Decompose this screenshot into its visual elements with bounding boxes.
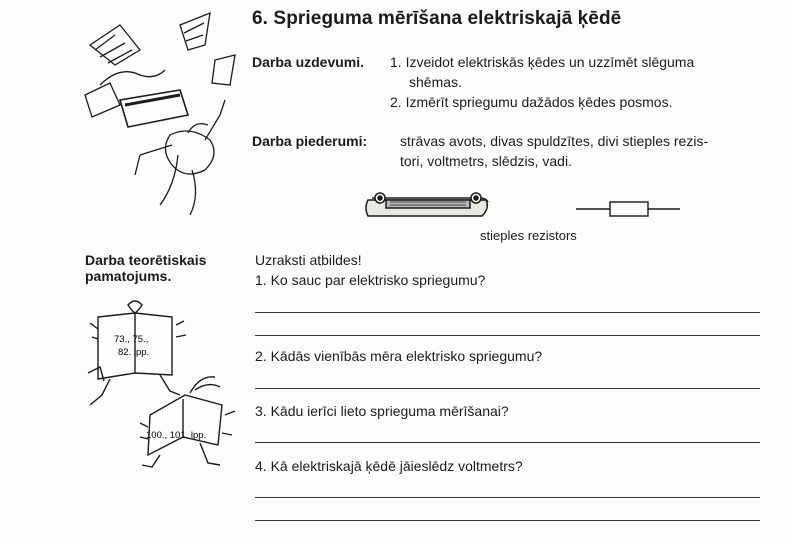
task-2: 2. Izmērīt spriegumu dažādos ķēdes posmos. xyxy=(390,94,673,110)
question-1: 1. Ko sauc par elektrisko spriegumu? xyxy=(255,272,486,288)
answer-line[interactable] xyxy=(255,442,760,443)
equipment-line1: strāvas avots, divas spuldzītes, divi stieples rezis- xyxy=(400,133,709,149)
electrician-illustration xyxy=(80,5,240,220)
book-1-pages-line2: 82. lpp. xyxy=(118,347,150,358)
answer-line[interactable] xyxy=(255,312,760,313)
theory-label-line2: pamatojums. xyxy=(85,268,172,284)
answer-line[interactable] xyxy=(255,335,760,336)
wire-resistor-illustration xyxy=(362,186,502,230)
question-2: 2. Kādās vienībās mēra elektrisko spriegumu? xyxy=(255,348,543,364)
tasks-label: Darba uzdevumi. xyxy=(252,54,365,70)
figure-caption: stieples rezistors xyxy=(480,228,577,243)
instruction: Uzraksti atbildes! xyxy=(255,252,362,268)
answer-line[interactable] xyxy=(255,388,760,389)
question-4: 4. Kā elektriskajā ķēdē jāieslēdz voltmetrs? xyxy=(255,458,523,474)
question-3: 3. Kādu ierīci lieto sprieguma mērīšanai? xyxy=(255,403,509,419)
equipment-line2: tori, voltmetrs, slēdzis, vadi. xyxy=(400,153,572,169)
theory-label-line1: Darba teorētiskais xyxy=(85,252,207,268)
resistor-symbol xyxy=(576,201,680,217)
answer-line[interactable] xyxy=(255,520,760,521)
books-illustration xyxy=(80,295,245,475)
answer-line[interactable] xyxy=(255,497,760,498)
equipment-label: Darba piederumi: xyxy=(252,133,368,149)
task-1-line2: shēmas. xyxy=(409,74,462,90)
book-1-pages-line1: 73., 75., xyxy=(114,334,149,345)
task-1-line1: 1. Izveidot elektriskās ķēdes un uzzīmēt slēguma xyxy=(390,54,695,70)
page-title: 6. Sprieguma mērīšana elektriskajā ķēdē xyxy=(252,8,622,29)
book-2-pages: 100., 101. lpp. xyxy=(146,430,207,441)
